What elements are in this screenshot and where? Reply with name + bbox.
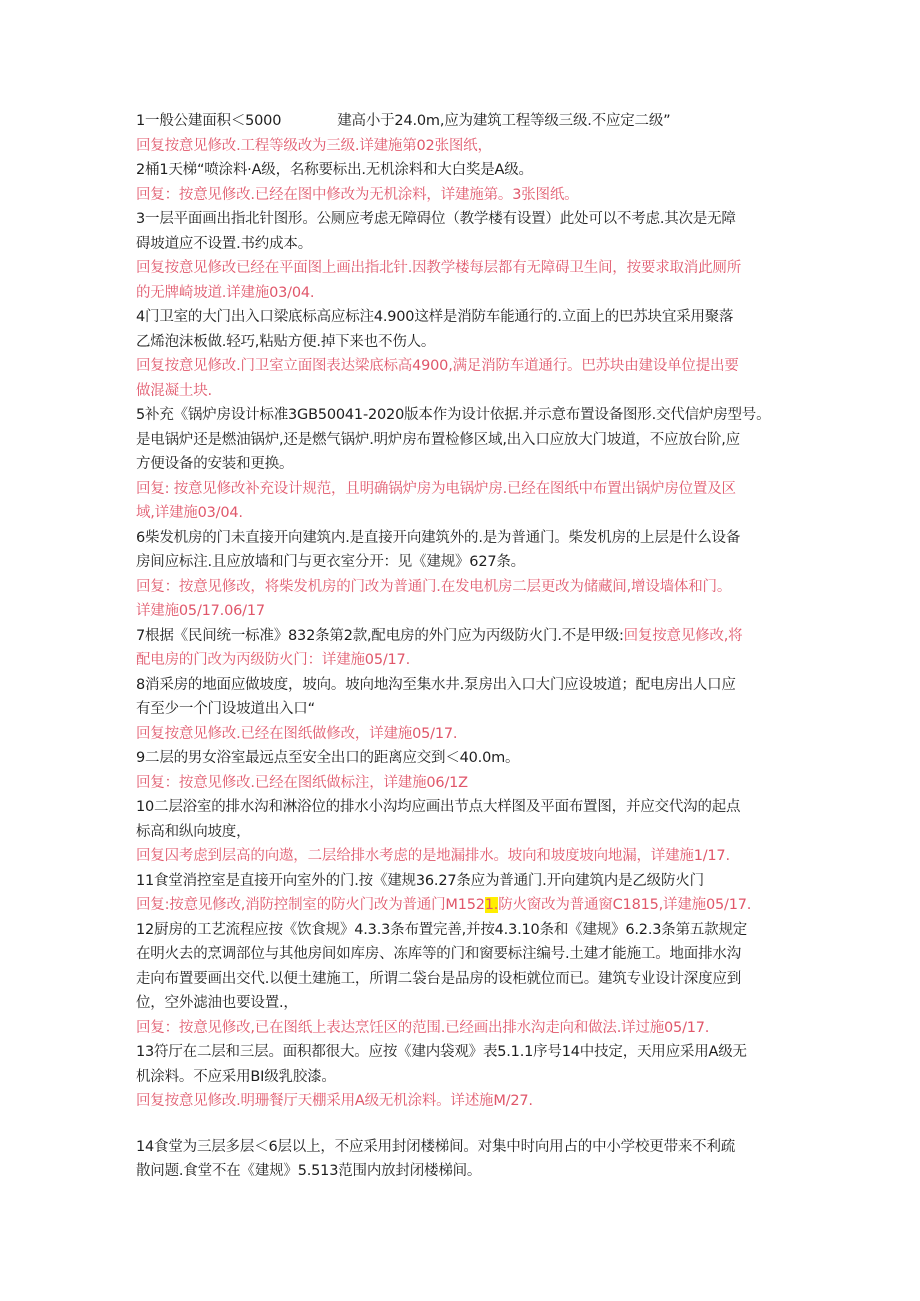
comment-3-line-1: 3一层平面画出指北针图形。公厕应考虑无障碍位（教学楼有设置）此处可以不考虑.其次是无障: [136, 211, 736, 227]
comment-12-line-4: 位，空外滤油也要设置.，: [136, 995, 298, 1011]
comment-6-line-1: 6柴发机房的门未直接开向建筑内.是直接开向建筑外的.是为普通门。柴发机房的上层是什么设备: [136, 529, 741, 546]
reply-6-line-1: 回复：按意见修改，将柴发机房的门改为普通门.在发电机房二层更改为储藏间,增设墙体和门。: [136, 578, 732, 595]
paragraph-gap: [136, 1114, 792, 1135]
comment-14-line-1: 14食堂为三层多层＜6层以上，不应采用封闭楼梯间。对集中时向用占的中小学校更带来不利疏: [136, 1138, 736, 1155]
reply-13: 回复按意见修改.明珊餐厅天棚采用A级无机涂料。详述施M/27.: [136, 1093, 533, 1109]
reply-4-line-2: 做混凝土块.: [136, 382, 212, 399]
comment-5-line-2: 是电锅炉还是燃油锅炉,还是燃气锅炉.明炉房布置检修区域,出入口应放大门坡道，不应放台阶,应: [136, 431, 740, 448]
comment-8-line-1: 8消采房的地面应做坡度，坡向。坡向地沟至集水井.泵房出入口大门应设坡道；配电房出人口应: [136, 676, 736, 693]
comment-9: 9二层的男女浴室最远点至安全出口的距离应交到＜40.0m。: [136, 750, 520, 766]
comment-11: 11食堂消控室是直接开向室外的门.按《建规36.27条应为普通门.开向建筑内是乙级防火门: [136, 872, 704, 889]
comment-8-line-2: 有至少一个门设坡道出入口“: [136, 701, 315, 717]
comment-5-line-3: 方便设备的安装和更换。: [136, 456, 294, 472]
comment-12-line-1: 12厨房的工艺流程应按《饮食规》4.3.3条布置完善,并按4.3.10条和《建规》6.2.3条第五款规定: [136, 921, 748, 938]
comment-2: 2桶1天梯“喷涂料·A级，名称要标出.无机涂料和大白奖是A级。: [136, 162, 533, 178]
reply-6-line-2: 详建施05/17.06/17: [136, 603, 265, 619]
reply-10: 回复囚考虑到层高的向遨，二层给排水考虑的是地漏排水。坡向和坡度坡向地漏，详建施1/17.: [136, 848, 730, 864]
comment-4-line-1: 4门卫室的大门出入口梁底标高应标注4.900这样是消防车能通行的.立面上的巴苏块宜采用聚落: [136, 309, 734, 325]
comment-6-line-2: 房间应标注.且应放墙和门与更衣室分开：见《建规》627条。: [136, 554, 525, 570]
comment-14-line-2: 散问题.食堂不在《建规》5.513范围内放封闭楼梯间。: [136, 1163, 482, 1179]
comment-12-line-3: 走向布置要画出交代.以便土建施工，所谓二袋台是品房的设柜就位而已。建筑专业设计深度应到: [136, 970, 742, 987]
reply-12: 回复：按意见修改,已在图纸上表达烹饪区的范围.已经画出排水沟走向和做法.详过施05/17.: [136, 1019, 710, 1036]
review-comments: [136, 109, 792, 1184]
reply-4-line-1: 回复按意见修改.门卫室立面图表达梁底标高4900,满足消防车道通行。巴苏块由建设单位提出要: [136, 358, 739, 374]
reply-5-line-1: 回复: 按意见修改补充设计规范，且明确锅炉房为电锅炉房.已经在图纸中布置出锅炉房位置及区: [136, 480, 736, 497]
comment-4-line-2: 乙烯泡沫板做.轻巧,粘贴方便.掉下来也不伤人。: [136, 333, 436, 350]
comment-10-line-2: 标高和纵向坡度，: [136, 823, 251, 840]
reply-3-line-2: 的无牌崎坡道.详建施03/04.: [136, 284, 315, 301]
reply-7-start: 回复按意见修改,将: [623, 627, 743, 644]
reply-11: 回复:按意见修改,消防控制室的防火门改为普通门M1521.防火窗改为普通窗C1815,详建施05/17.: [136, 897, 752, 913]
reply-7-line-2: 配电房的门改为丙级防火门：详建施05/17.: [136, 652, 410, 668]
reply-8: 回复按意见修改.已经在图纸做修改，详建施05/17.: [136, 725, 458, 742]
reply-1: 回复按意见修改.工程等级改为三级.详建施第02张图纸，: [136, 137, 492, 154]
comment-3-line-2: 碍坡道应不设置.书约成本。: [136, 235, 313, 252]
reply-5-line-2: 域,详建施03/04.: [136, 505, 243, 521]
comment-12-line-2: 在明火去的烹调部位与其他房间如库房、冻库等的门和窗要标注编号.土建才能施工。地面排水沟: [136, 946, 742, 962]
reply-3-line-1: 回复按意见修改已经在平面图上画出指北针.因教学楼每层都有无障碍卫生间，按要求取消此厕所: [136, 260, 742, 276]
comment-13-line-2: 机涂料。不应采用BI级乳胶漆。: [136, 1068, 336, 1085]
comment-13-line-1: 13符厅在二层和三层。面积都很大。应按《建内袋观》表5.1.1序号14中技定，天用应采用A级无: [136, 1044, 747, 1060]
comment-10-line-1: 10二层浴室的排水沟和淋浴位的排水小沟均应画出节点大样图及平面布置图，并应交代沟的起点: [136, 799, 741, 815]
highlighted-text: 1.: [484, 897, 499, 913]
comment-7-text: 7根据《民间统一标准》832条第2款,配电房的外门应为丙级防火门.不是甲级:: [136, 627, 624, 644]
reply-9: 回复：按意见修改.已经在图纸做标注，详建施06/1Z: [136, 774, 468, 791]
comment-7-line-1: [136, 624, 792, 649]
comment-5-line-1: 5补充《锅炉房设计标准3GB50041-2020版本作为设计依据.并示意布置设备图形.交代信炉房型号。: [136, 407, 771, 423]
reply-2: 回复：按意见修改.已经在图中修改为无机涂料，详建施第。3张图纸。: [136, 186, 579, 203]
comment-1-line-1: 1一般公建面积＜5000 建高小于24.0m,应为建筑工程等级三级.不应定二级”: [136, 113, 671, 129]
